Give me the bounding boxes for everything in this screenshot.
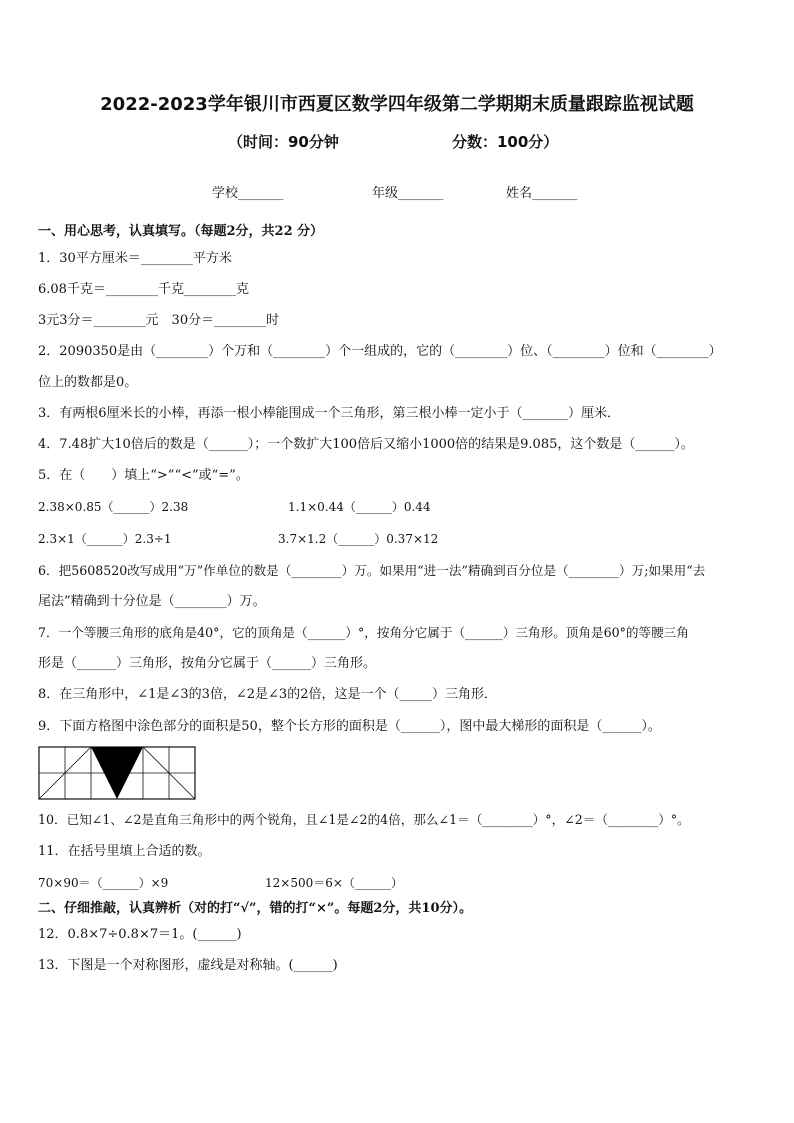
grid-figure	[38, 746, 196, 800]
q5-c: 2.3×1（______）2.3÷1	[38, 532, 172, 546]
q2-line1: 2．2090350是由（________）个万和（________）个一组成的，它的（________）位、（________）位和（________）	[38, 344, 722, 359]
q7-line1: 7．一个等腰三角形的底角是40°，它的顶角是（______）°，按角分它属于（______）三角形。顶角是60°的等腰三角	[38, 625, 689, 640]
q7-line2: 形是（______）三角形，按角分它属于（______）三角形。	[38, 656, 377, 671]
q4: 4．7.48扩大10倍后的数是（______）；一个数扩大100倍后又缩小1000倍的结果是9.085，这个数是（______）。	[38, 437, 694, 452]
total-score: 分数：100分）	[452, 133, 559, 151]
time-limit: （时间：90分钟	[228, 133, 339, 151]
section1-heading: 一、用心思考，认真填写。（每题2分，共22 分）	[38, 224, 324, 239]
q10: 10．已知∠1、∠2是直角三角形中的两个锐角，且∠1是∠2的4倍，那么∠1＝（________）°，∠2＝（________）°。	[38, 812, 690, 827]
school-field: 学校_______	[212, 186, 284, 201]
q13: 13．下图是一个对称图形，虚线是对称轴。(______)	[38, 958, 338, 973]
q5-a: 2.38×0.85（______）2.38	[38, 500, 189, 514]
q5-intro: 5．在（ ）填上“>”“<”或“=”。	[38, 468, 249, 483]
q5-d: 3.7×1.2（______）0.37×12	[278, 532, 439, 546]
grade-field: 年级_______	[372, 186, 444, 201]
q11-a: 70×90＝（______）×9	[38, 876, 169, 890]
exam-title: 2022-2023学年银川市西夏区数学四年级第二学期期末质量跟踪监视试题	[100, 94, 694, 115]
q1-line3: 3元3分＝________元 30分＝________时	[38, 313, 280, 328]
q8: 8．在三角形中，∠1是∠3的3倍，∠2是∠3的2倍，这是一个（_____）三角形．	[38, 687, 497, 702]
q9: 9．下面方格图中涂色部分的面积是50，整个长方形的面积是（______），图中最大梯形的面积是（______）。	[38, 719, 661, 734]
q11-b: 12×500＝6×（______）	[265, 876, 403, 890]
q2-line2: 位上的数都是0。	[38, 375, 138, 390]
section2-heading: 二、仔细推敲，认真辨析（对的打“√”，错的打“×”。每题2分，共10分）。	[38, 901, 472, 916]
q5-b: 1.1×0.44（______）0.44	[288, 500, 431, 514]
q11-intro: 11．在括号里填上合适的数。	[38, 844, 211, 859]
q3: 3．有两根6厘米长的小棒，再添一根小棒能围成一个三角形，第三根小棒一定小于（_______）厘米．	[38, 406, 621, 421]
q12: 12．0.8×7÷0.8×7＝1。(______)	[38, 927, 242, 942]
q1-line1: 1．30平方厘米＝________平方米	[38, 251, 232, 266]
q6-line2: 尾法”精确到十分位是（________）万。	[38, 594, 266, 609]
name-field: 姓名_______	[506, 186, 578, 201]
q1-line2: 6.08千克＝________千克________克	[38, 282, 249, 297]
q6-line1: 6．把5608520改写成用“万”作单位的数是（________）万。如果用“进一法”精确到百分位是（________）万;如果用“去	[38, 563, 706, 578]
